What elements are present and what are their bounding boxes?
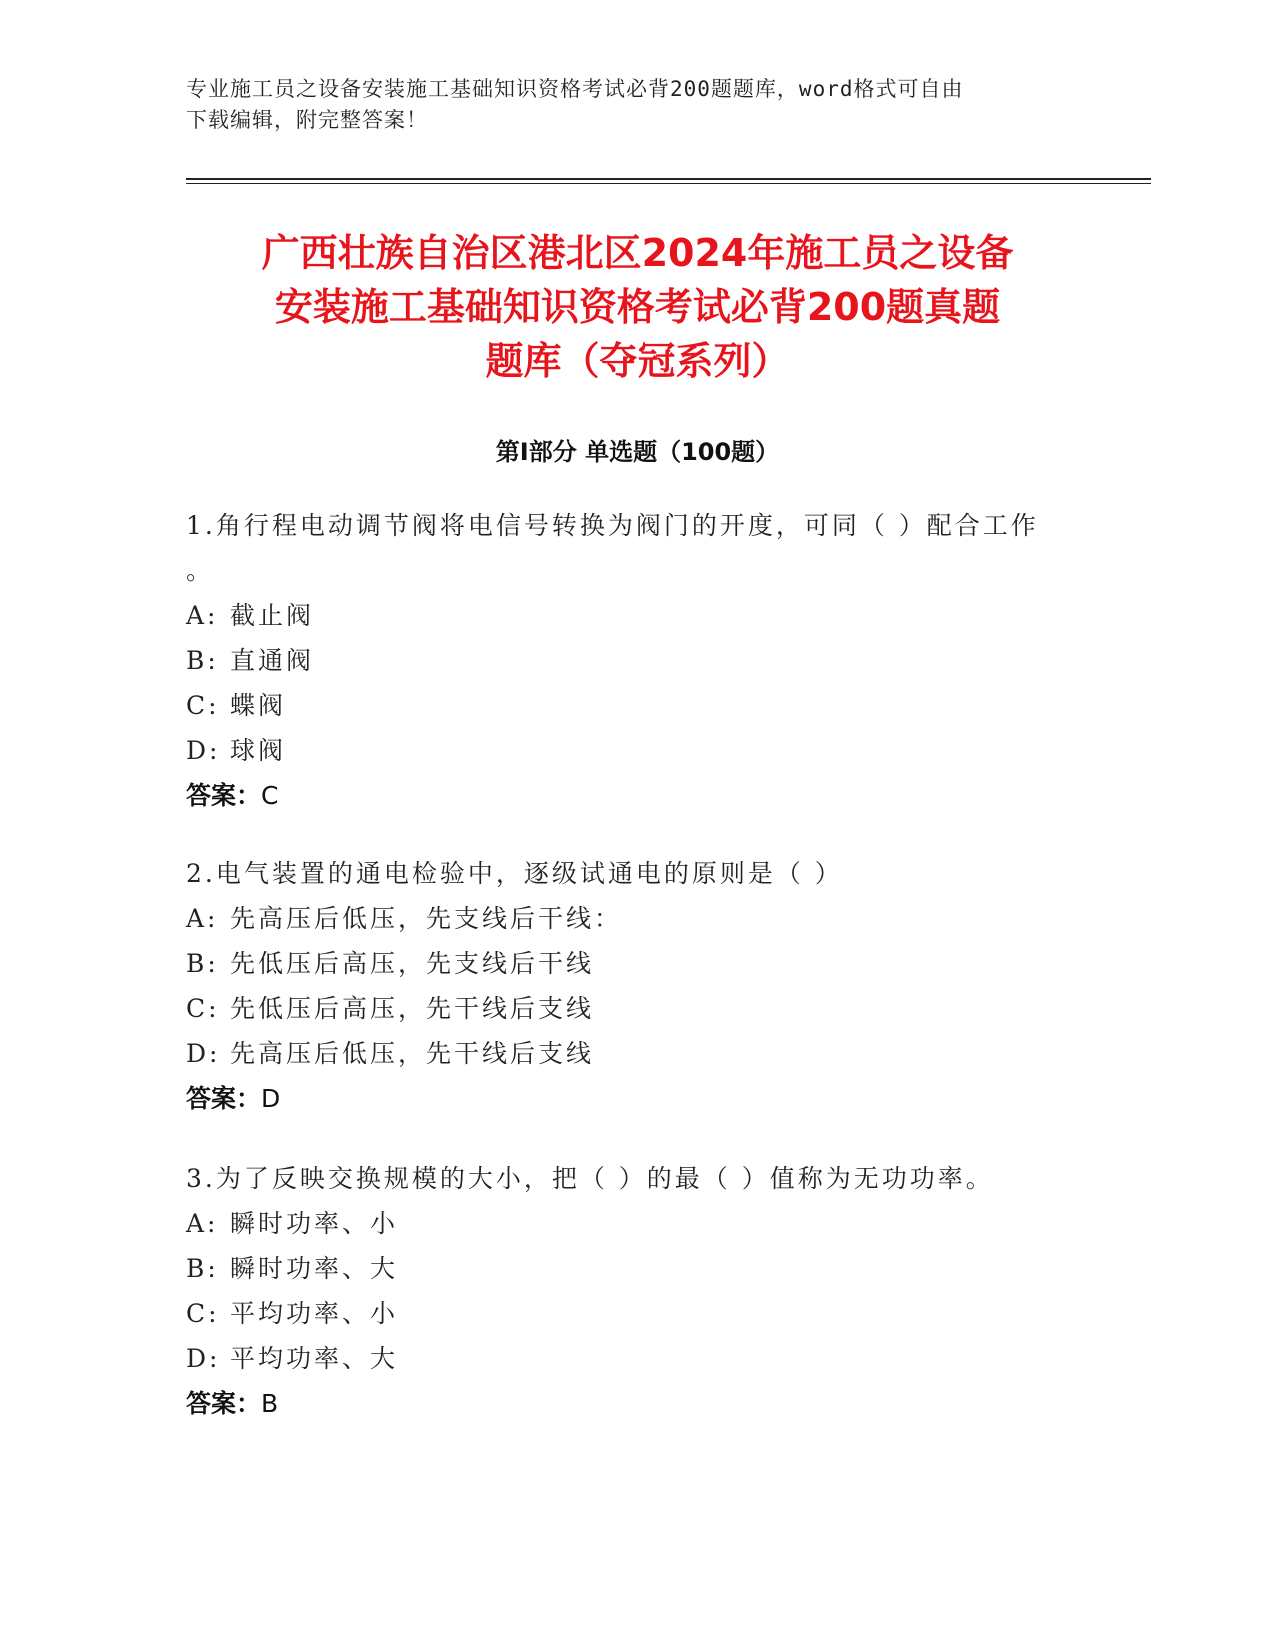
option-letter: C:	[186, 1299, 220, 1328]
header-note	[186, 74, 1066, 136]
answer-label: 答案：	[186, 1084, 262, 1113]
header-divider-thick	[186, 178, 1151, 180]
answer-label: 答案：	[186, 1389, 262, 1418]
option-letter: C:	[186, 691, 220, 720]
question-stem: 1.角行程电动调节阀将电信号转换为阀门的开度，可同（ ）配合工作	[186, 511, 1039, 540]
option-text: 瞬时功率、小	[230, 1209, 399, 1238]
question-3	[186, 1156, 1086, 1426]
header-note-line1: 专业施工员之设备安装施工基础知识资格考试必背200题题库，word格式可自由	[186, 77, 964, 101]
option-letter: D:	[186, 1039, 221, 1068]
option-c	[186, 1291, 1086, 1336]
option-letter: B:	[186, 1254, 219, 1283]
option-b	[186, 1246, 1086, 1291]
question-2	[186, 851, 1086, 1121]
answer-line	[186, 773, 1086, 818]
option-letter: C:	[186, 994, 220, 1023]
option-letter: D:	[186, 736, 221, 765]
header-note-line2: 下载编辑，附完整答案！	[186, 108, 428, 132]
answer-value: C	[261, 781, 279, 810]
option-letter: B:	[186, 646, 219, 675]
option-d	[186, 728, 1086, 773]
option-a	[186, 896, 1086, 941]
option-text: 截止阀	[230, 601, 315, 630]
document-title	[150, 226, 1125, 388]
option-letter: A:	[186, 1209, 219, 1238]
option-a	[186, 593, 1086, 638]
answer-line	[186, 1076, 1086, 1121]
option-letter: B:	[186, 949, 219, 978]
option-d	[186, 1031, 1086, 1076]
option-text: 先高压后低压，先干线后支线	[230, 1039, 595, 1068]
option-c	[186, 683, 1086, 728]
answer-value: D	[261, 1084, 281, 1113]
option-c	[186, 986, 1086, 1031]
option-text: 先高压后低压，先支线后干线：	[230, 904, 623, 933]
answer-label: 答案：	[186, 781, 262, 810]
document-title-line2: 安装施工基础知识资格考试必背200题真题	[274, 285, 1001, 329]
section-heading: 第Ⅰ部分 单选题（100题）	[495, 438, 780, 466]
answer-value: B	[261, 1389, 279, 1418]
option-text: 蝶阀	[230, 691, 287, 720]
question-stem: 2.电气装置的通电检验中，逐级试通电的原则是（ ）	[186, 859, 843, 888]
option-letter: A:	[186, 601, 219, 630]
option-text: 直通阀	[230, 646, 315, 675]
option-text: 平均功率、小	[230, 1299, 399, 1328]
document-title-line3: 题库（夺冠系列）	[485, 339, 790, 383]
option-letter: D:	[186, 1344, 221, 1373]
question-1	[186, 503, 1086, 818]
question-stem: 3.为了反映交换规模的大小，把（ ）的最（ ）值称为无功功率。	[186, 1164, 994, 1193]
answer-line	[186, 1381, 1086, 1426]
option-text: 先低压后高压，先干线后支线	[230, 994, 595, 1023]
option-text: 平均功率、大	[230, 1344, 399, 1373]
option-text: 瞬时功率、大	[230, 1254, 399, 1283]
question-stem-continuation: 。	[186, 556, 215, 585]
option-d	[186, 1336, 1086, 1381]
header-divider-thin	[186, 183, 1151, 184]
option-b	[186, 941, 1086, 986]
option-text: 先低压后高压，先支线后干线	[230, 949, 595, 978]
document-title-line1: 广西壮族自治区港北区2024年施工员之设备	[261, 231, 1014, 275]
option-text: 球阀	[230, 736, 287, 765]
option-a	[186, 1201, 1086, 1246]
option-letter: A:	[186, 904, 219, 933]
option-b	[186, 638, 1086, 683]
